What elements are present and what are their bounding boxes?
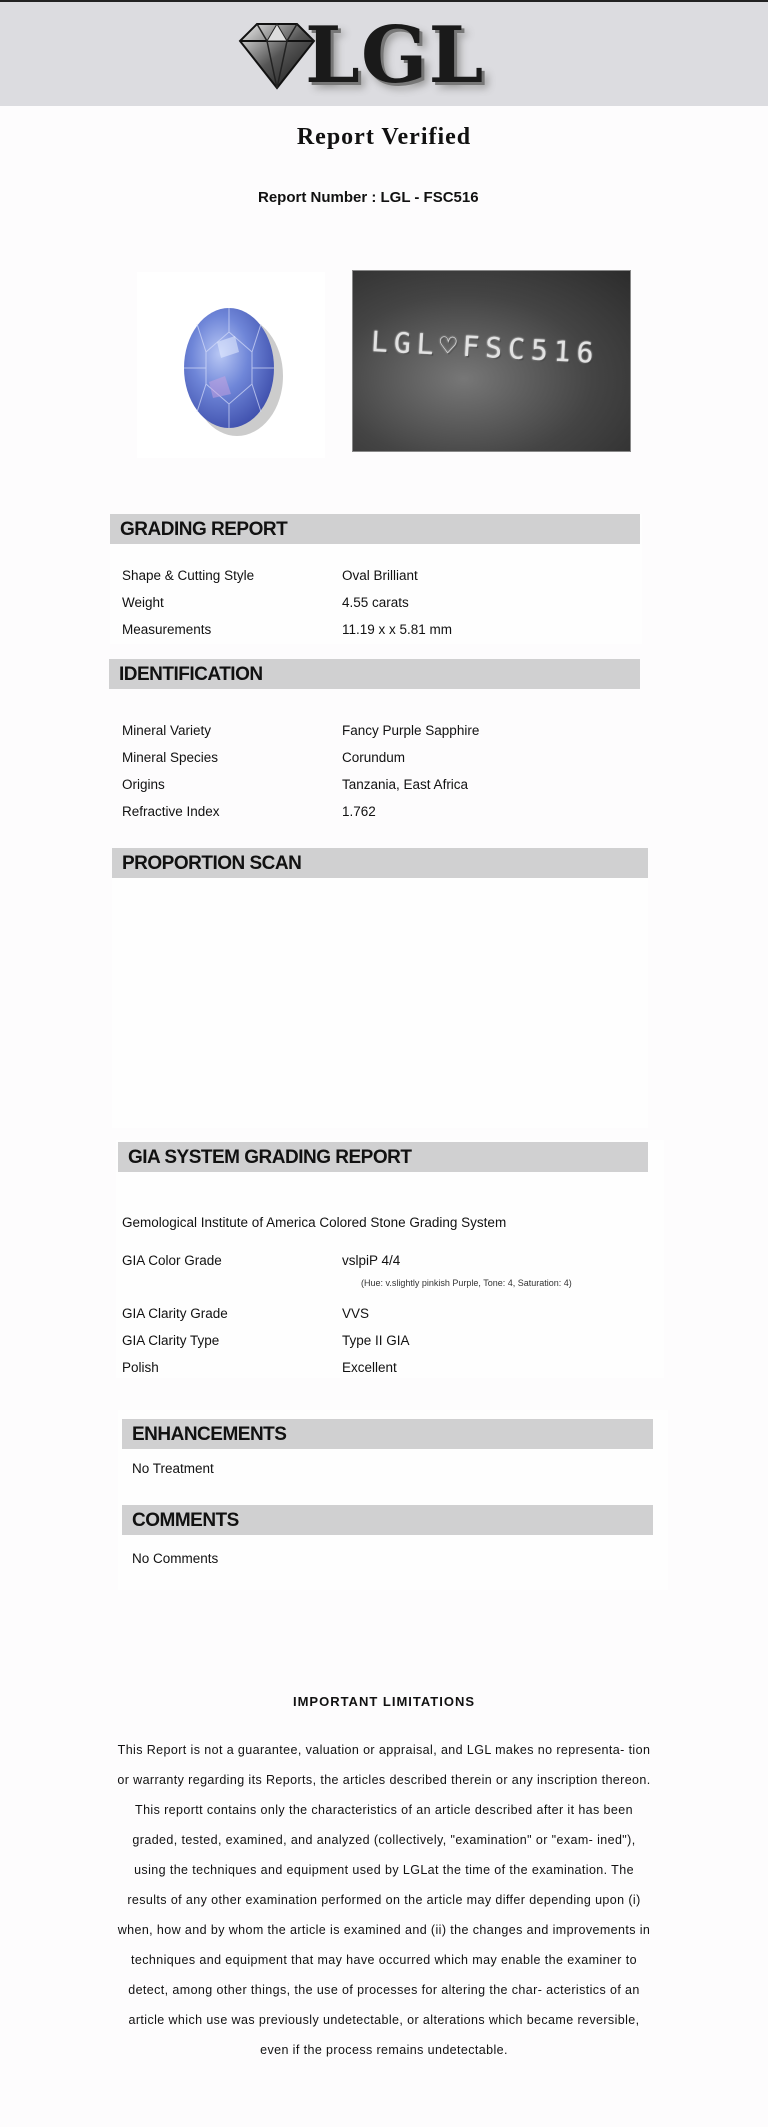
enhancements-text: No Treatment [132,1461,214,1476]
limitations-heading: IMPORTANT LIMITATIONS [292,1694,476,1709]
gia-system-text: Gemological Institute of America Colored Stone Grading System [122,1215,507,1230]
proportion-card [112,848,648,1128]
gia-heading: GIA SYSTEM GRADING REPORT [118,1142,648,1172]
logo-text: LGL [305,10,485,101]
row-value: 11.19 x x 5.81 mm [342,622,453,637]
header-banner [0,0,768,106]
row-value: Fancy Purple Sapphire [342,723,480,738]
comments-text: No Comments [132,1551,219,1566]
enhancements-heading: ENHANCEMENTS [122,1419,653,1449]
row-label: Measurements [122,622,212,637]
row-value: Type II GIA [342,1333,410,1348]
inscription-photo [352,270,631,452]
row-value: vslpiP 4/4 [342,1253,401,1268]
row-label: Refractive Index [122,804,220,819]
row-label: Origins [122,777,165,792]
row-value: Oval Brilliant [342,568,418,583]
gem-photo [137,272,325,458]
row-value: Corundum [342,750,406,765]
identification-heading: IDENTIFICATION [109,659,640,689]
row-label: Shape & Cutting Style [122,568,255,583]
row-value: 4.55 carats [342,595,409,610]
row-label: Weight [122,595,164,610]
row-value: VVS [342,1306,370,1321]
grading-report-heading: GRADING REPORT [110,514,640,544]
row-label: Polish [122,1360,159,1375]
row-label: Mineral Species [122,750,219,765]
limitations-text: This Report is not a guarantee, valuation or appraisal, and LGL makes no representa- tion or warranty regarding its Reports, the articles described therein or any inscription thereon. This reportt contains only the characteristics of an article described after it has been graded, tested, examined, and analyzed (collectively, "examination" or "exam- ined"), using the techniques and equipment used by LGLat the time of the examination. The results of any other examination performed on the article may differ depending upon (i) when, how and by whom the article is examined and (ii) the changes and improvements in techniques and equipment that may have occurred which may enable the examiner to detect, among other things, the use of processes for altering the char- acteristics of an article which use was previously undetectable, or alterations which became reversible, even if the process remains undetectable. [117,1743,651,2057]
row-label: GIA Clarity Grade [122,1306,228,1321]
sapphire-image [137,272,325,458]
comments-heading: COMMENTS [122,1505,653,1535]
row-label: GIA Color Grade [122,1253,222,1268]
color-grade-note: (Hue: v.slightly pinkish Purple, Tone: 4, Saturation: 4) [361,1278,572,1288]
proportion-scan-heading: PROPORTION SCAN [112,848,648,878]
row-label: GIA Clarity Type [122,1333,220,1348]
report-number: Report Number : LGL - FSC516 [258,189,479,206]
laser-inscription: LGL♡FSC516 [370,325,601,370]
row-value: Tanzania, East Africa [342,777,469,792]
row-label: Mineral Variety [122,723,212,738]
row-value: Excellent [342,1360,397,1375]
page-title: Report Verified [296,124,472,150]
row-value: 1.762 [342,804,376,819]
